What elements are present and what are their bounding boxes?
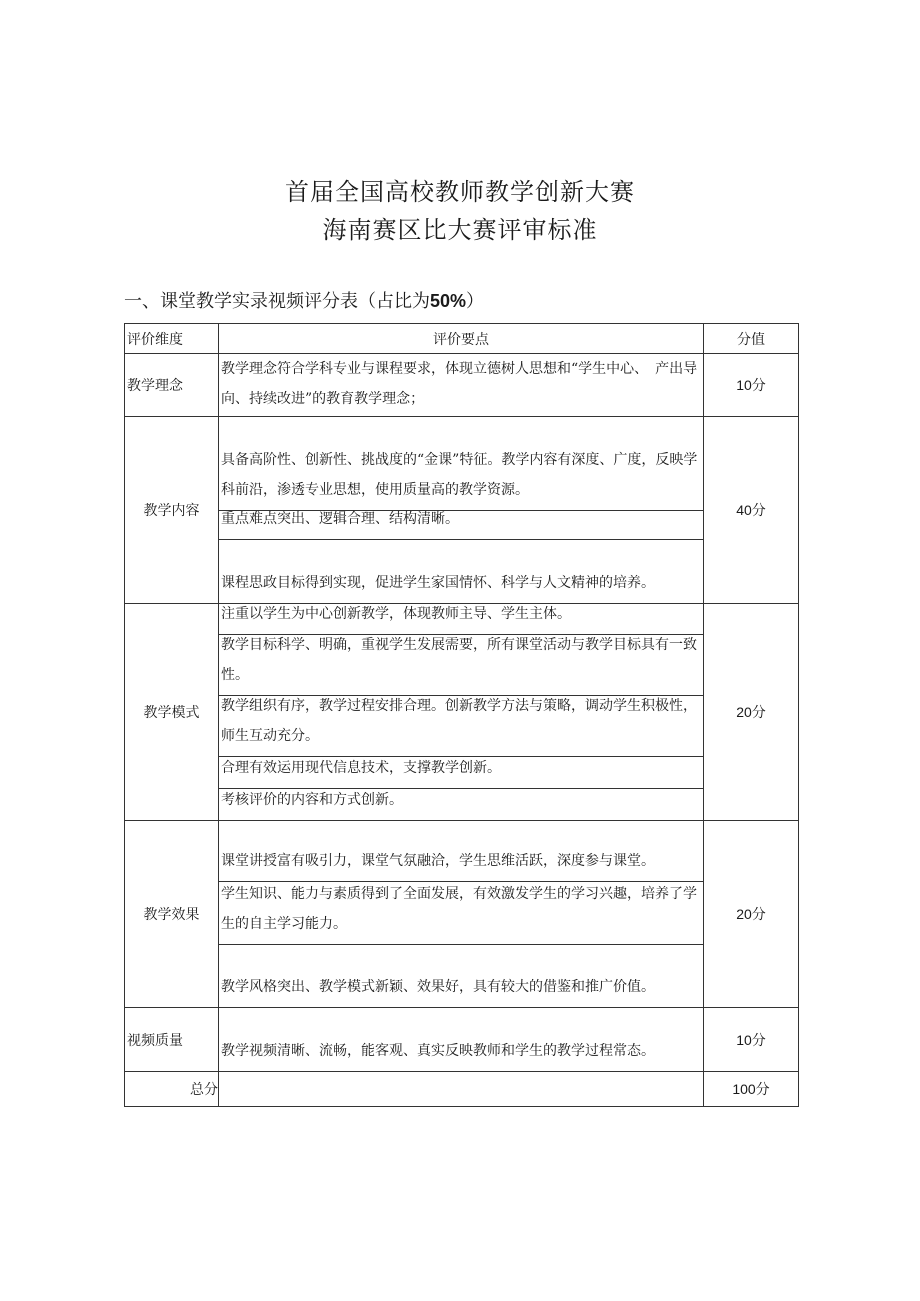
total-score: 100分 xyxy=(704,1072,799,1107)
document-title-line-1: 首届全国高校教师教学创新大赛 xyxy=(285,178,635,206)
header-points: 评价要点 xyxy=(219,324,704,354)
points-cell xyxy=(219,604,704,821)
points-cell xyxy=(219,417,704,604)
table-row xyxy=(125,604,799,821)
section-heading-percent: 50% xyxy=(430,291,467,311)
score-cell: 20分 xyxy=(704,604,799,821)
dimension-cell: 教学理念 xyxy=(125,354,219,417)
table-header-row xyxy=(125,324,799,354)
point-item: 教学视频清晰、流畅，能客观、真实反映教师和学生的教学过程常态。 xyxy=(221,1043,655,1059)
total-label: 总分 xyxy=(125,1072,219,1107)
table-row xyxy=(125,417,799,604)
point-item: 教学理念符合学科专业与课程要求，体现立德树人思想和“学生中心、 产出导向、持续改进”的教育教学理念； xyxy=(221,360,698,407)
total-points-cell xyxy=(219,1072,704,1107)
point-item: 注重以学生为中心创新教学，体现教师主导、学生主体。 xyxy=(219,604,703,635)
section-heading xyxy=(124,287,484,313)
score-cell: 40分 xyxy=(704,417,799,604)
score-cell: 10分 xyxy=(704,354,799,417)
table-row xyxy=(125,354,799,417)
dimension-cell: 教学模式 xyxy=(125,604,219,821)
point-item: 具备高阶性、创新性、挑战度的“金课”特征。教学内容有深度、广度，反映学科前沿，渗透专业思想，使用质量高的教学资源。 xyxy=(219,417,703,511)
point-item: 合理有效运用现代信息技术，支撑教学创新。 xyxy=(219,757,703,789)
points-cell xyxy=(219,821,704,1008)
table-total-row xyxy=(125,1072,799,1107)
points-cell xyxy=(219,354,704,417)
dimension-cell: 教学内容 xyxy=(125,417,219,604)
point-item: 重点难点突出、逻辑合理、结构清晰。 xyxy=(219,511,703,540)
point-item: 教学目标科学、明确，重视学生发展需要，所有课堂活动与教学目标具有一致性。 xyxy=(219,635,703,696)
header-dimension: 评价维度 xyxy=(125,324,219,354)
point-item: 教学风格突出、教学模式新颖、效果好，具有较大的借鉴和推广价值。 xyxy=(221,979,655,995)
evaluation-table xyxy=(124,323,799,1107)
points-cell xyxy=(219,1008,704,1072)
section-heading-suffix: ） xyxy=(466,291,485,312)
point-item: 课堂讲授富有吸引力，课堂气氛融洽，学生思维活跃，深度参与课堂。 xyxy=(219,821,703,882)
table-row xyxy=(125,1008,799,1072)
dimension-cell: 视频质量 xyxy=(125,1008,219,1072)
score-cell: 10分 xyxy=(704,1008,799,1072)
document-title-line-2: 海南赛区比大赛评审标准 xyxy=(322,216,598,244)
table-row xyxy=(125,821,799,1008)
score-cell: 20分 xyxy=(704,821,799,1008)
point-item: 学生知识、能力与素质得到了全面发展，有效激发学生的学习兴趣，培养了学生的自主学习能力。 xyxy=(219,882,703,945)
dimension-cell: 教学效果 xyxy=(125,821,219,1008)
point-item: 课程思政目标得到实现，促进学生家国情怀、科学与人文精神的培养。 xyxy=(221,575,655,591)
point-item: 教学组织有序，教学过程安排合理。创新教学方法与策略，调动学生积极性，师生互动充分。 xyxy=(219,696,703,757)
header-score: 分值 xyxy=(704,324,799,354)
point-item: 考核评价的内容和方式创新。 xyxy=(221,792,403,808)
section-heading-prefix: 一、课堂教学实录视频评分表（占比为 xyxy=(124,291,430,312)
